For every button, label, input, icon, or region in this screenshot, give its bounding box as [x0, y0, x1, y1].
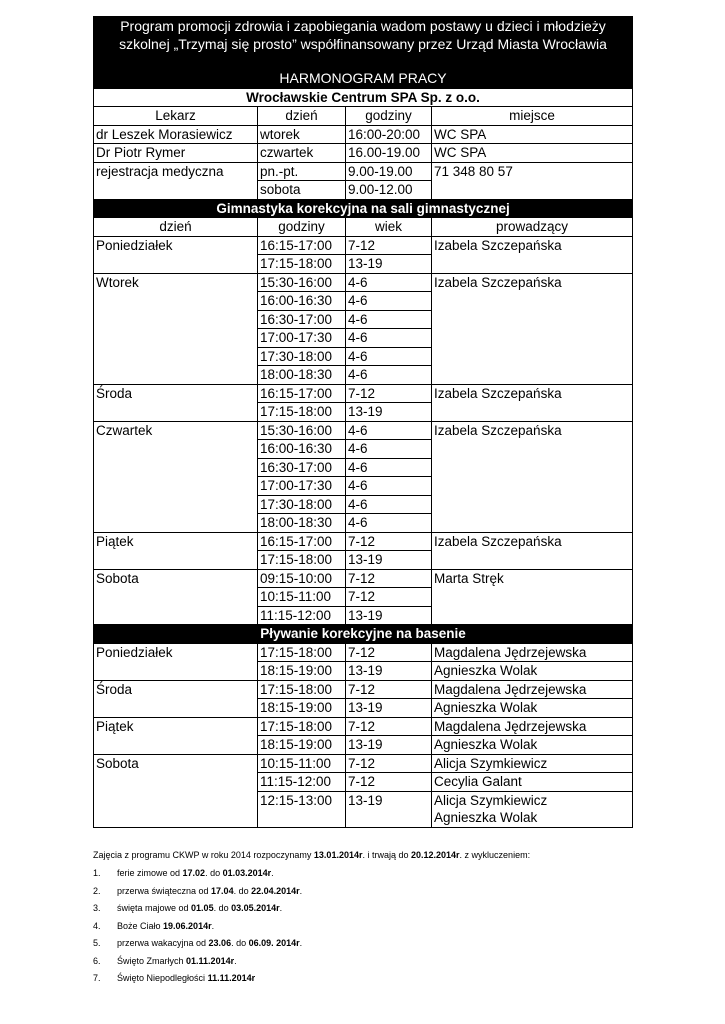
- exclusion-label: .: [234, 955, 237, 966]
- doctors-header-row: [94, 107, 633, 126]
- gym-age: 7-12: [346, 384, 432, 403]
- gym-leader: Izabela Szczepańska: [432, 384, 633, 421]
- pool-day: Poniedziałek: [94, 643, 258, 680]
- doctor-row: [94, 144, 633, 163]
- doctor-name: rejestracja medyczna: [94, 162, 258, 199]
- exclusion-number: 2.: [93, 885, 101, 896]
- pool-slot-row: [94, 754, 633, 773]
- pool-hours: 18:15-19:00: [258, 662, 346, 681]
- gym-hours: 17:00-17:30: [258, 477, 346, 496]
- pool-title-row: [94, 625, 633, 644]
- column-header: dzień: [94, 218, 258, 237]
- gym-leader: Marta Stręk: [432, 569, 633, 625]
- pool-hours: 18:15-19:00: [258, 736, 346, 755]
- pool-day: Piątek: [94, 717, 258, 754]
- gym-age: 4-6: [346, 458, 432, 477]
- column-header: prowadzący: [432, 218, 633, 237]
- gym-age: 7-12: [346, 569, 432, 588]
- program-title: Program promocji zdrowia i zapobiegania wadom postawy u dzieci i młodzieży szkolnej „Trzymaj się prosto” współfinansowany przez Urząd Miasta Wrocławia: [94, 17, 633, 70]
- gym-hours: 17:30-18:00: [258, 347, 346, 366]
- exclusion-label: przerwa wakacyjna od: [117, 938, 209, 948]
- gym-age: 13-19: [346, 255, 432, 274]
- gym-age: 7-12: [346, 532, 432, 551]
- gym-day: Poniedziałek: [94, 236, 258, 273]
- doctor-hours: 9.00-19.00: [346, 162, 432, 181]
- exclusion-label: ferie zimowe od: [117, 868, 183, 878]
- subtitle-row: [94, 70, 633, 89]
- doctor-day: wtorek: [258, 125, 346, 144]
- exclusion-label: .: [271, 868, 274, 878]
- exclusion-date: 11.11.2014r: [207, 973, 256, 983]
- exclusion-label: . do: [233, 885, 252, 896]
- exclusion-number: 3.: [93, 903, 101, 913]
- exclusion-label: .: [211, 920, 215, 931]
- exclusion-date: 01.11.2014r: [186, 955, 235, 966]
- exclusion-label: . do: [205, 868, 223, 878]
- pool-age: 13-19: [346, 791, 432, 827]
- pool-age: 7-12: [346, 643, 432, 662]
- pool-section-title: Pływanie korekcyjne na basenie: [94, 625, 633, 644]
- doctor-hours: 16:00-20:00: [346, 125, 432, 144]
- gym-day: Piątek: [94, 532, 258, 569]
- notes-intro: [93, 849, 653, 861]
- gym-age: 4-6: [346, 477, 432, 496]
- pool-age: 13-19: [346, 736, 432, 755]
- gym-day: Czwartek: [94, 421, 258, 532]
- schedule-table: [93, 16, 633, 828]
- gym-slot-row: [94, 421, 633, 440]
- doctor-row: [94, 162, 633, 181]
- notes-intro-text: . i trwają do: [362, 850, 411, 860]
- pool-hours: 10:15-11:00: [258, 754, 346, 773]
- gym-hours: 18:00-18:30: [258, 366, 346, 385]
- exclusion-date: 19.06.2014r: [163, 920, 212, 931]
- gym-hours: 16:30-17:00: [258, 458, 346, 477]
- exclusion-label: .: [299, 885, 303, 896]
- pool-slot-row: [94, 680, 633, 699]
- exclusion-date: 03.05.2014r: [231, 903, 280, 913]
- exclusion-item: [93, 972, 653, 990]
- pool-leader: Agnieszka Wolak: [432, 699, 633, 718]
- gym-hours: 15:30-16:00: [258, 273, 346, 292]
- gym-age: 4-6: [346, 514, 432, 533]
- doctor-place: WC SPA: [432, 125, 633, 144]
- doctor-day: czwartek: [258, 144, 346, 163]
- exclusion-item: [93, 885, 653, 903]
- gym-hours: 17:30-18:00: [258, 495, 346, 514]
- pool-leader: Magdalena Jędrzejewska: [432, 680, 633, 699]
- column-header: Lekarz: [94, 107, 258, 126]
- gym-slot-row: [94, 384, 633, 403]
- exclusion-text: [117, 955, 237, 973]
- pool-hours: 18:15-19:00: [258, 699, 346, 718]
- gym-hours: 10:15-11:00: [258, 588, 346, 607]
- exclusion-item: [93, 937, 653, 955]
- gym-title-row: [94, 199, 633, 218]
- gym-age: 4-6: [346, 495, 432, 514]
- notes-intro-text: Zajęcia z programu CKWP w roku 2014 rozpoczynamy: [93, 850, 314, 860]
- gym-day: Wtorek: [94, 273, 258, 384]
- schedule-table-body: [94, 17, 633, 828]
- exclusion-item: [93, 902, 653, 920]
- pool-slot-row: [94, 717, 633, 736]
- gym-hours: 17:15-18:00: [258, 255, 346, 274]
- exclusion-label: .: [299, 938, 303, 948]
- gym-age: 4-6: [346, 310, 432, 329]
- gym-slot-row: [94, 532, 633, 551]
- exclusion-number: 4.: [93, 920, 101, 931]
- exclusion-date: 23.06: [208, 938, 232, 948]
- pool-age: 7-12: [346, 773, 432, 792]
- exclusion-date: 01.05: [191, 903, 214, 913]
- pool-hours: 17:15-18:00: [258, 643, 346, 662]
- pool-age: 7-12: [346, 754, 432, 773]
- gym-hours: 16:15-17:00: [258, 236, 346, 255]
- gym-age: 4-6: [346, 292, 432, 311]
- pool-leader: Agnieszka Wolak: [432, 736, 633, 755]
- doctor-place: WC SPA: [432, 144, 633, 163]
- exclusions-list: [93, 867, 653, 990]
- gym-hours: 09:15-10:00: [258, 569, 346, 588]
- pool-age: 13-19: [346, 699, 432, 718]
- exclusion-item: [93, 867, 653, 885]
- gym-slot-row: [94, 236, 633, 255]
- exclusion-label: Święto Zmarłych: [117, 955, 187, 966]
- gym-hours: 17:15-18:00: [258, 403, 346, 422]
- notes-end-date: 20.12.2014r: [411, 850, 460, 860]
- exclusion-item: [93, 955, 653, 973]
- doctor-place: 71 348 80 57: [432, 162, 633, 199]
- doctor-hours: 9.00-12.00: [346, 181, 432, 200]
- gym-hours: 17:00-17:30: [258, 329, 346, 348]
- pool-hours: 17:15-18:00: [258, 680, 346, 699]
- exclusion-label: święta majowe od: [117, 903, 192, 913]
- pool-age: 13-19: [346, 662, 432, 681]
- exclusion-text: [117, 972, 255, 990]
- doctor-day: sobota: [258, 181, 346, 200]
- schedule-sheet: [93, 16, 632, 828]
- gym-leader: Izabela Szczepańska: [432, 236, 633, 273]
- notes-intro-text: . z wykluczeniem:: [459, 850, 531, 860]
- gym-age: 4-6: [346, 421, 432, 440]
- gym-hours: 16:30-17:00: [258, 310, 346, 329]
- notes-start-date: 13.01.2014r: [313, 850, 363, 860]
- exclusion-number: 7.: [93, 973, 101, 983]
- gym-leader: Izabela Szczepańska: [432, 273, 633, 384]
- gym-header-row: [94, 218, 633, 237]
- exclusion-text: [117, 867, 274, 885]
- gym-age: 7-12: [346, 588, 432, 607]
- exclusion-date: 01.03.2014r: [222, 868, 272, 878]
- exclusion-number: 5.: [93, 938, 101, 948]
- organization-row: [94, 88, 633, 107]
- pool-day: Sobota: [94, 754, 258, 827]
- organization-name: Wrocławskie Centrum SPA Sp. z o.o.: [94, 88, 633, 107]
- pool-leader: Magdalena Jędrzejewska: [432, 643, 633, 662]
- column-header: godziny: [346, 107, 432, 126]
- gym-hours: 16:15-17:00: [258, 384, 346, 403]
- exclusion-date: 17.04: [211, 885, 234, 896]
- gym-age: 13-19: [346, 606, 432, 625]
- gym-slot-row: [94, 569, 633, 588]
- exclusion-label: . do: [213, 903, 232, 913]
- gym-hours: 16:00-16:30: [258, 292, 346, 311]
- pool-slot-row: [94, 643, 633, 662]
- doctor-name: Dr Piotr Rymer: [94, 144, 258, 163]
- pool-hours: 11:15-12:00: [258, 773, 346, 792]
- gym-hours: 17:15-18:00: [258, 551, 346, 570]
- gym-hours: 15:30-16:00: [258, 421, 346, 440]
- gym-section-title: Gimnastyka korekcyjna na sali gimnastycznej: [94, 199, 633, 218]
- pool-leader: Magdalena Jędrzejewska: [432, 717, 633, 736]
- gym-age: 4-6: [346, 347, 432, 366]
- exclusion-text: [117, 937, 302, 955]
- gym-age: 4-6: [346, 273, 432, 292]
- pool-leader: Alicja Szymkiewicz: [432, 754, 633, 773]
- column-header: godziny: [258, 218, 346, 237]
- gym-leader: Izabela Szczepańska: [432, 421, 633, 532]
- gym-hours: 18:00-18:30: [258, 514, 346, 533]
- pool-hours: 12:15-13:00: [258, 791, 346, 827]
- doctor-name: dr Leszek Morasiewicz: [94, 125, 258, 144]
- exclusion-number: 1.: [93, 868, 101, 878]
- gym-age: 13-19: [346, 403, 432, 422]
- exclusion-label: Święto Niepodległości: [117, 973, 208, 983]
- exclusion-date: 22.04.2014r: [251, 885, 300, 896]
- pool-leader: Cecylia Galant: [432, 773, 633, 792]
- column-header: dzień: [258, 107, 346, 126]
- gym-hours: 11:15-12:00: [258, 606, 346, 625]
- gym-age: 4-6: [346, 440, 432, 459]
- exclusion-label: Boże Ciało: [117, 920, 164, 931]
- exclusion-text: [117, 920, 214, 938]
- gym-slot-row: [94, 273, 633, 292]
- exclusion-text: [117, 885, 302, 903]
- schedule-subtitle: HARMONOGRAM PRACY: [94, 70, 633, 89]
- column-header: miejsce: [432, 107, 633, 126]
- gym-day: Sobota: [94, 569, 258, 625]
- exclusion-item: [93, 920, 653, 938]
- gym-day: Środa: [94, 384, 258, 421]
- gym-leader: Izabela Szczepańska: [432, 532, 633, 569]
- exclusion-text: [117, 902, 282, 920]
- gym-age: 7-12: [346, 236, 432, 255]
- exclusion-label: przerwa świąteczna od: [117, 885, 212, 896]
- gym-hours: 16:15-17:00: [258, 532, 346, 551]
- pool-day: Środa: [94, 680, 258, 717]
- column-header: wiek: [346, 218, 432, 237]
- doctor-day: pn.-pt.: [258, 162, 346, 181]
- exclusion-label: .: [279, 903, 283, 913]
- exclusion-number: 6.: [93, 955, 101, 966]
- gym-hours: 16:00-16:30: [258, 440, 346, 459]
- exclusion-date: 17.02: [182, 868, 206, 878]
- pool-leader: Agnieszka Wolak: [432, 662, 633, 681]
- gym-age: 4-6: [346, 366, 432, 385]
- exclusion-date: 06.09. 2014r: [248, 938, 300, 948]
- pool-leader: Alicja Szymkiewicz Agnieszka Wolak: [432, 791, 633, 827]
- exclusion-label: . do: [231, 938, 249, 948]
- notes-section: [93, 849, 653, 990]
- title-row: [94, 17, 633, 70]
- doctor-hours: 16.00-19.00: [346, 144, 432, 163]
- pool-age: 7-12: [346, 680, 432, 699]
- pool-hours: 17:15-18:00: [258, 717, 346, 736]
- gym-age: 13-19: [346, 551, 432, 570]
- gym-age: 4-6: [346, 329, 432, 348]
- doctor-row: [94, 125, 633, 144]
- pool-age: 7-12: [346, 717, 432, 736]
